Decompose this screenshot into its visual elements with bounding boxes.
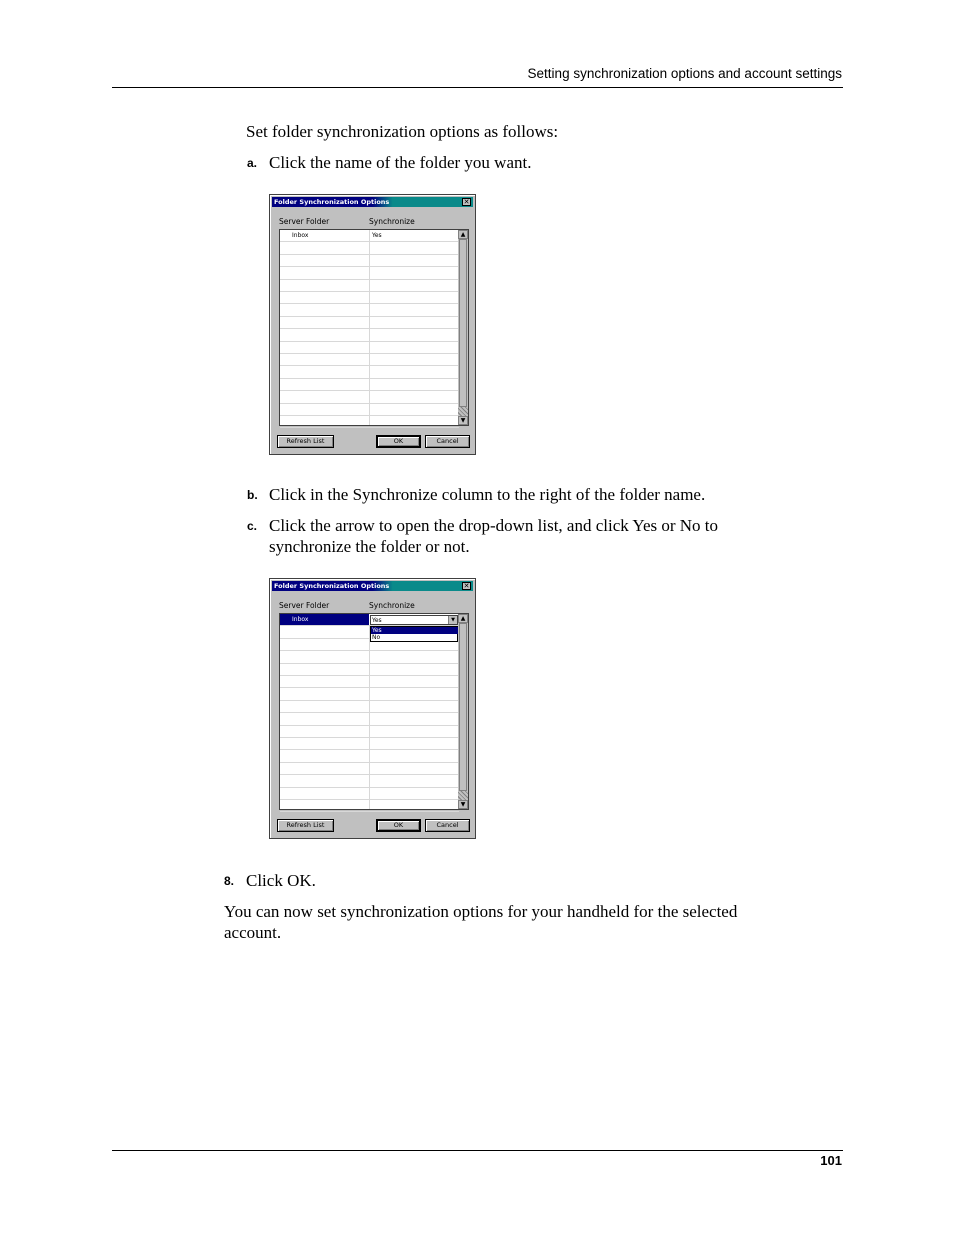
synchronize-dropdown-list[interactable] [370, 626, 458, 642]
scroll-up-icon[interactable]: ▲ [458, 614, 468, 623]
refresh-list-button[interactable]: Refresh List [277, 435, 334, 448]
footer-rule [112, 1150, 843, 1151]
step-b-text: Click in the Synchronize column to the right of the folder name. [269, 485, 706, 504]
close-icon[interactable]: ✕ [463, 582, 470, 590]
dialog-titlebar [272, 197, 473, 207]
step-8-text: Click OK. [246, 871, 316, 890]
synchronize-cell[interactable]: Yes [372, 232, 382, 239]
page-number: 101 [820, 1153, 842, 1168]
synchronize-header: Synchronize [369, 601, 415, 610]
folder-name-cell[interactable]: Inbox [292, 616, 309, 623]
scroll-thumb[interactable] [459, 239, 467, 407]
size-grip-icon [458, 407, 468, 416]
ok-button[interactable]: OK [376, 819, 421, 832]
cancel-button[interactable]: Cancel [425, 435, 470, 448]
grid-rows [280, 614, 459, 809]
size-grip-icon [458, 791, 468, 800]
step-c-text-line1: Click the arrow to open the drop-down list, and click Yes or No to [269, 516, 719, 535]
step-a-marker: a. [247, 156, 258, 170]
column-divider [369, 626, 370, 809]
dropdown-option-yes[interactable]: Yes [371, 627, 458, 634]
grid-rows [280, 230, 459, 425]
close-icon[interactable]: ✕ [463, 198, 470, 206]
dialog-title: Folder Synchronization Options [274, 582, 390, 590]
server-folder-header: Server Folder [279, 601, 330, 610]
column-divider [369, 230, 370, 425]
table-row[interactable] [280, 614, 459, 626]
server-folder-header: Server Folder [279, 217, 330, 226]
scroll-down-icon[interactable]: ▼ [458, 416, 468, 425]
step-8-marker: 8. [224, 874, 235, 888]
combo-value: Yes [372, 617, 382, 624]
synchronize-header: Synchronize [369, 217, 415, 226]
selected-folder-cell[interactable] [280, 614, 369, 625]
scroll-up-icon[interactable]: ▲ [458, 230, 468, 239]
folder-grid[interactable] [279, 229, 469, 426]
closing-text-line2: account. [224, 923, 282, 942]
intro-text: Set folder synchronization options as follows: [246, 122, 559, 141]
step-c-marker: c. [247, 519, 258, 533]
scroll-thumb[interactable] [459, 623, 467, 791]
closing-text-line1: You can now set synchronization options for your handheld for the selected [224, 902, 738, 921]
folder-grid[interactable] [279, 613, 469, 810]
scroll-down-icon[interactable]: ▼ [458, 800, 468, 809]
synchronize-combo[interactable] [370, 615, 458, 625]
dialog-title: Folder Synchronization Options [274, 198, 390, 206]
refresh-list-button[interactable]: Refresh List [277, 819, 334, 832]
cancel-button[interactable]: Cancel [425, 819, 470, 832]
dropdown-option-no[interactable]: No [372, 634, 381, 641]
dialog-titlebar [272, 581, 473, 591]
vertical-scrollbar[interactable] [458, 230, 468, 425]
header-rule [112, 87, 843, 88]
ok-button[interactable]: OK [376, 435, 421, 448]
vertical-scrollbar[interactable] [458, 614, 468, 809]
folder-sync-dialog-2 [269, 578, 476, 839]
running-header: Setting synchronization options and account settings [527, 66, 842, 81]
folder-name-cell[interactable]: Inbox [292, 232, 309, 239]
step-a-text: Click the name of the folder you want. [269, 153, 532, 172]
folder-sync-dialog-1 [269, 194, 476, 455]
step-b-marker: b. [247, 488, 258, 502]
step-c-text-line2: synchronize the folder or not. [269, 537, 470, 556]
chevron-down-icon[interactable]: ▼ [448, 616, 457, 624]
